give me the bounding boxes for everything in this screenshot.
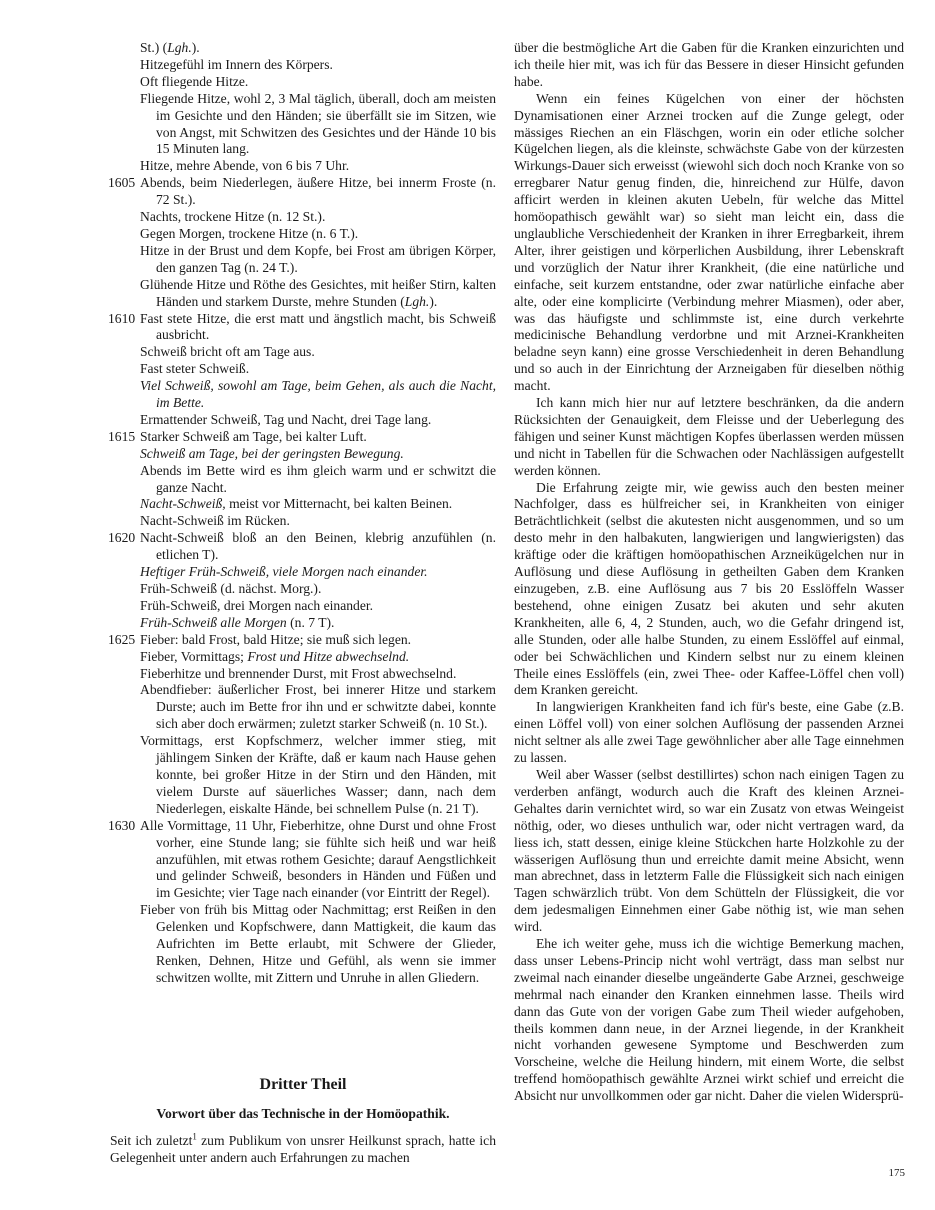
text-paragraph: Die Erfahrung zeigte mir, wie gewiss auch den besten meiner Nachfolger, dass es hülfreicher sei, in Krankheiten von einiger Beträchtlichkeit (selbst die akutesten nicht ausgenommen, und so um desto mehr in den halbakuten, langwierigen und langwierigsten) das kräftige oder die kräftigen homöopathischen Arzneikügelchen nur in Auflösung und diese Auflösung in getheilten Gaben dem Kranken einzugeben, z.B. eine Auflösung aus 7 bis 20 Esslöffeln Wasser bestehend, ohne einigen Zusatz bei akuten und sehr akuten Krankheiten, alle 6, 4, 2 Stunden, auch, wo die Gefahr dringend ist, alle Stunden, oder alle halbe Stunden, zu einem Esslöffel auf einmal, oder bei Schwächlichen und Kindern selbst nur zu einem kleinen Theile eines Esslöffels (ein, zwei Thee- oder Kaffee-Löffel chen voll) dem Kranken gereicht. xyxy=(514,479,904,698)
symptom-entry xyxy=(110,277,496,311)
entry-text: Fieber, Vormittags; Frost und Hitze abwechselnd. xyxy=(140,648,410,664)
text-paragraph: Weil aber Wasser (selbst destillirtes) schon nach einigen Tagen zu verderben anfängt, wodurch auch die Kraft des kleinen Arznei-Gehaltes darin vernichtet wird, so war ein Zusatz von etwas Weingeist nöthig, oder, wo dieses unthulich war, oder nicht vertragen ward, da liess ich, statt dessen, einige kleine Stückchen harte Holzkohle zu der wässerigen Auflösung thun und erreichte damit meine Absicht, wenn man abrechnet, dass in letzterm Falle die Flüssigkeit sich nach einigen Tagen schwärzlich trübt. Von dem Schütteln der Flüssigkeit, die vor dem jedesmaligen Einnehmen einer Gabe nöthig ist, wie man sehen wird. xyxy=(514,766,904,935)
entry-text: Glühende Hitze und Röthe des Gesichtes, mit heißer Stirn, kalten Händen und starkem Durste, mehre Stunden (Lgh.). xyxy=(140,276,496,309)
symptom-entry xyxy=(110,311,496,345)
entry-number: 1610 xyxy=(108,310,136,326)
entry-number: 1625 xyxy=(108,631,136,647)
entry-text: Oft fliegende Hitze. xyxy=(140,73,249,89)
entry-text: Fieber von früh bis Mittag oder Nachmittag; erst Reißen in den Gelenken und Kopfschwere, dann Mattigkeit, die kaum das Aufrichten im Bette erlaubt, mit Schwere der Glieder, Renken, Dehnen, Hitze und Gefühl, als wenn sie immer schwitzen wollte, mit Zittern und Unruhe in allen Gliedern. xyxy=(140,902,496,985)
right-column xyxy=(514,40,904,1105)
text-paragraph: Ehe ich weiter gehe, muss ich die wichtige Bemerkung machen, dass unser Lebens-Princip nicht wohl verträgt, dass man selbst nur zweimal nach einander dieselbe ungeänderte Gabe Arznei, geschweige mehrmal nach einander den Kranken einnehmen lasse. Theils wird dann das Gute von der vorigen Gabe zum Theil wieder aufgehoben, theils kommen dann neue, in der Arznei liegende, in der Krankheit nicht vorhanden gewesene Symptome und Beschwerden zum Vorscheine, welche die Heilung hindern, mit einem Worte, die selbst treffend homöopathisch gewählte Arznei wirkt schief und erreicht die Absicht nur unvollkommen oder gar nicht. Daher die vielen Widersprü- xyxy=(514,936,904,1104)
page-number: 175 xyxy=(888,1167,905,1179)
entry-text: Starker Schweiß am Tage, bei kalter Luft. xyxy=(140,428,367,444)
symptom-entry xyxy=(110,57,496,74)
symptom-entry xyxy=(110,615,496,632)
symptom-entry xyxy=(110,361,496,378)
symptom-entry xyxy=(110,175,496,209)
symptom-entry xyxy=(110,530,496,564)
entry-text: Fast stete Hitze, die erst matt und ängstlich macht, bis Schweiß ausbricht. xyxy=(140,310,496,343)
entry-text: Früh-Schweiß (d. nächst. Morg.). xyxy=(140,581,322,596)
symptom-entry xyxy=(110,564,496,581)
part-title: Dritter Theil xyxy=(259,1076,347,1093)
symptom-entry xyxy=(110,74,496,91)
entry-text: Viel Schweiß, sowohl am Tage, beim Gehen, als auch die Nacht, im Bette. xyxy=(140,378,496,411)
symptom-entry xyxy=(110,581,496,598)
intro-text-b: zum Publikum von unsrer Heilkunst sprach, hatte ich Gelegenheit unter andern auch Erfahrungen zu machen xyxy=(110,1132,496,1165)
entry-text: Fieberhitze und brennender Durst, mit Frost abwechselnd. xyxy=(140,665,457,681)
entry-number: 1620 xyxy=(108,530,136,546)
symptom-entry xyxy=(110,682,496,733)
text-paragraph: Wenn ein feines Kügelchen von einer der höchsten Dynamisationen einer Arznei trocken auf die Zunge gelegt, oder mässiges Riechen an ein Fläschgen, worin ein oder etliche solcher Kügelchen liegen, als die kleinste, schwächste Gabe von der kürzesten Wirkungs-Dauer sich erweisst (wiewohl sich doch noch Kranke von so erregbarer Natur genug finden, die, hinreichend zur Hülfe, davon afficirt werden in kleinen akuten Uebeln, für welche das Mittel homöopathisch gewählt war) so sieht man leicht ein, dass die unglaubliche Verschiedenheit der Kranken in ihrer Erregbarkeit, ihrem Alter, ihrer geistigen und körperlichen Ausbildung, ihrer Lebenskraft und vorzüglich der Natur ihrer Krankheit, (die eine natürliche und einfache, seit kurzem entstandne, oder zwar natürliche einfache aber alte, oder eine komplicirte (Verbindung mehrer Miasmen), oder aber, was das häufigste und schlimmste ist, eine durch verkehrte medicinische Behandlung verdorbne und mit Arznei-Krankheiten beladne seyn kann) eine grosse Verschiedenheit in deren Behandlung und so auch in der Einrichtung der Arzneigaben für dieselben nöthig macht. xyxy=(514,90,904,394)
symptom-entry xyxy=(110,902,496,987)
symptom-entry xyxy=(110,733,496,818)
section-start xyxy=(110,1055,496,1167)
symptom-entry xyxy=(110,598,496,615)
left-column xyxy=(110,40,496,987)
entry-text: Nacht-Schweiß bloß an den Beinen, klebrig anzufühlen (n. etlichen T). xyxy=(140,530,496,563)
entry-text: Früh-Schweiß alle Morgen (n. 7 T). xyxy=(140,614,335,630)
symptom-entry xyxy=(110,429,496,446)
entry-text: Schweiß bricht oft am Tage aus. xyxy=(140,344,315,360)
entry-text: Fieber: bald Frost, bald Hitze; sie muß sich legen. xyxy=(140,631,412,647)
entry-text: Nacht-Schweiß im Rücken. xyxy=(140,513,290,529)
entry-text: Schweiß am Tage, bei der geringsten Bewegung. xyxy=(140,445,404,461)
entry-text: Alle Vormittage, 11 Uhr, Fieberhitze, ohne Durst und ohne Frost vorher, eine Stunde lang; sie fühlte sich heiß und war heiß anzufühlen, mit etwas rothem Gesichte; darauf Aengstlichkeit und gelinder Schweiß, besonders in Händen und Füßen und im Gesichte; vier Tage nach einander (vor Eintritt der Regel). xyxy=(140,817,496,901)
text-paragraph: Ich kann mich hier nur auf letztere beschränken, da die andern Rücksichten der Genauigkeit, dem Fleisse und der Ueberlegung des fähigen und seiner Kunst mächtigen Kopfes überlassen werden müssen und nicht in Tabellen für die Schwachen oder Nachlässigen aufgestellt werden können. xyxy=(514,395,904,478)
entry-text: Fast steter Schweiß. xyxy=(140,361,250,377)
intro-text-a: Seit ich zuletzt xyxy=(110,1132,193,1148)
entry-text: Abends, beim Niederlegen, äußere Hitze, bei innerm Froste (n. 72 St.). xyxy=(140,175,496,208)
entry-text: Abendfieber: äußerlicher Frost, bei innerer Hitze und starkem Durste; auch im Bette fror ihn und er schwitzte dabei, konnte sich aber doch erwärmen; zuletzt starker Schweiß (n. 10 St.). xyxy=(140,682,496,732)
entry-text: Hitze in der Brust und dem Kopfe, bei Frost am übrigen Körper, den ganzen Tag (n. 24 T.). xyxy=(140,242,496,275)
section-subtitle: Vorwort über das Technische in der Homöopathik. xyxy=(156,1105,450,1121)
entry-text: Heftiger Früh-Schweiß, viele Morgen nach einander. xyxy=(140,564,428,580)
entry-text: Abends im Bette wird es ihm gleich warm und er schwitzt die ganze Nacht. xyxy=(140,462,496,495)
entry-text: Früh-Schweiß, drei Morgen nach einander. xyxy=(140,597,374,613)
intro-paragraph xyxy=(110,1133,496,1167)
entry-number: 1630 xyxy=(108,817,136,833)
symptom-entry xyxy=(110,243,496,277)
entry-text: Nacht-Schweiß, meist vor Mitternacht, bei kalten Beinen. xyxy=(140,496,453,512)
symptom-entry xyxy=(110,446,496,463)
entry-text: Ermattender Schweiß, Tag und Nacht, drei Tage lang. xyxy=(140,411,432,427)
symptom-entry xyxy=(110,513,496,530)
symptom-entry xyxy=(110,496,496,513)
entry-number: 1615 xyxy=(108,428,136,444)
symptom-entry xyxy=(110,666,496,683)
symptom-entry xyxy=(110,344,496,361)
symptom-entry xyxy=(110,226,496,243)
symptom-entry xyxy=(110,378,496,412)
symptom-entry xyxy=(110,818,496,903)
symptom-entry xyxy=(110,463,496,497)
symptom-entry xyxy=(110,649,496,666)
entry-text: St.) (Lgh.). xyxy=(140,40,200,55)
symptom-entry xyxy=(110,40,496,57)
entry-text: Vormittags, erst Kopfschmerz, welcher immer stieg, mit jählingem Sinken der Kräfte, daß er kaum nach Hause gehen konnte, bei großer Hitze in der Stirn und den Händen, mit vielem Durste auf säuerliches Wasser; dann, nach dem Niederlegen, eiskalte Hände, bei schnellem Pulse (n. 21 T). xyxy=(140,733,496,816)
text-paragraph: In langwierigen Krankheiten fand ich für's beste, eine Gabe (z.B. einen Löffel voll) von einer solchen Auflösung der passenden Arznei nicht seltner als alle zwei Tage gewöhnlicher aber alle Tage einnehmen zu lassen. xyxy=(514,699,904,766)
symptom-entry xyxy=(110,91,496,159)
entry-text: Hitzegefühl im Innern des Körpers. xyxy=(140,56,333,72)
symptom-entry xyxy=(110,158,496,175)
entry-text: Nachts, trockene Hitze (n. 12 St.). xyxy=(140,209,326,225)
symptom-entry xyxy=(110,209,496,226)
entry-text: Fliegende Hitze, wohl 2, 3 Mal täglich, überall, doch am meisten im Gesichte und den Händen; sie überfällt sie im Sitzen, wie von Angst, mit Schwitzen des Gesichtes und der Hände 10 bis 15 Minuten lang. xyxy=(140,90,496,157)
entry-text: Gegen Morgen, trockene Hitze (n. 6 T.). xyxy=(140,225,359,241)
entry-number: 1605 xyxy=(108,175,136,191)
symptom-entry xyxy=(110,632,496,649)
entry-text: Hitze, mehre Abende, von 6 bis 7 Uhr. xyxy=(140,158,350,174)
footnote-mark: 1 xyxy=(192,1131,197,1142)
text-paragraph: über die bestmögliche Art die Gaben für die Kranken einzurichten und ich theile hier mit, was ich für das Bessere in dieser Hinsicht gefunden habe. xyxy=(514,40,904,89)
symptom-entry xyxy=(110,412,496,429)
